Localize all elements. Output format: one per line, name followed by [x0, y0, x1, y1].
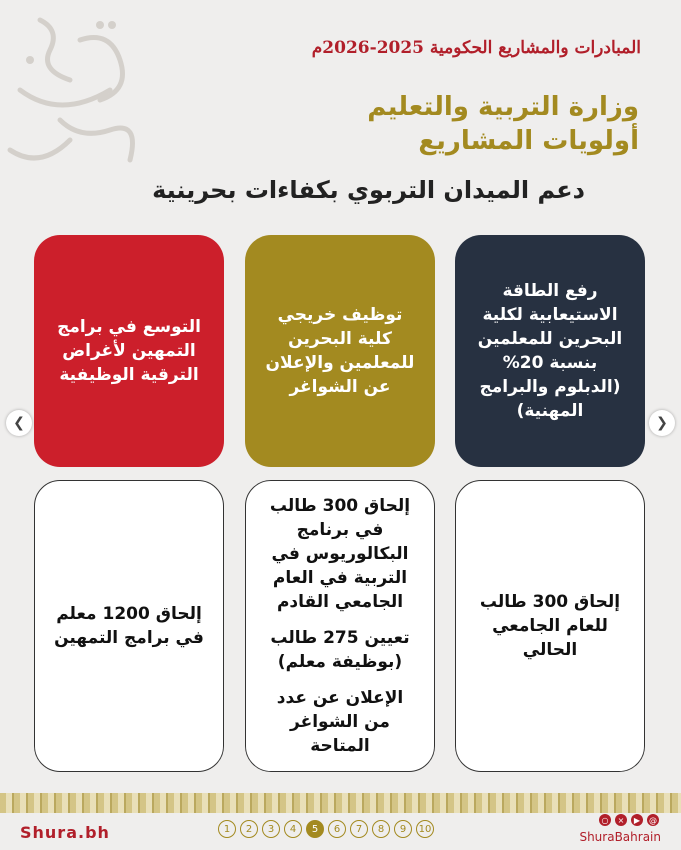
card-white-middle — [245, 480, 435, 772]
middle-text-2: تعيين 275 طالب (بوظيفة معلم) — [270, 628, 410, 672]
threads-icon[interactable]: @ — [649, 815, 657, 825]
youtube-icon[interactable]: ▶ — [631, 814, 643, 826]
card-gold-text: توظيف خريجي كلية البحرين للمعلمين والإعلان عن الشواغر — [265, 305, 415, 397]
card-gold — [245, 235, 435, 467]
middle-text-1: إلحاق 300 طالب في برنامج البكالوريوس في التربية في العام الجامعي القادم — [269, 496, 411, 612]
x-icon[interactable]: × — [615, 814, 627, 826]
chevron-right-icon: ❯ — [656, 415, 668, 431]
title-line-2: أولويات المشاريع — [418, 126, 639, 156]
calligraphy-decoration — [0, 0, 200, 200]
page-title — [367, 90, 639, 158]
social-icons — [599, 814, 659, 826]
card-navy — [455, 235, 645, 467]
header-top: المبادرات والمشاريع الحكومية 2025-2026م — [311, 38, 641, 58]
page-3[interactable]: 3 — [262, 820, 280, 838]
card-white-right — [455, 480, 645, 772]
page-8[interactable]: 8 — [372, 820, 390, 838]
card-white-right-text: إلحاق 300 طالب للعام الجامعي الحالي — [479, 592, 621, 660]
page-9[interactable]: 9 — [394, 820, 412, 838]
card-red-text: التوسع في برامج التمهين لأغراض الترقية الوظيفية — [57, 317, 201, 385]
instagram-icon[interactable]: ○ — [599, 814, 611, 826]
social-handle: ShuraBahrain — [579, 830, 661, 844]
page-1[interactable]: 1 — [218, 820, 236, 838]
card-navy-text: رفع الطاقة الاستيعابية لكلية البحرين للمعلمين بنسبة 20% (الدبلوم والبرامج المهنية) — [477, 281, 623, 421]
page-7[interactable]: 7 — [350, 820, 368, 838]
card-red — [34, 235, 224, 467]
ornament-band — [0, 793, 681, 813]
page-6[interactable]: 6 — [328, 820, 346, 838]
chevron-left-icon: ❮ — [13, 415, 25, 431]
pager — [218, 820, 434, 838]
subtitle: دعم الميدان التربوي بكفاءات بحرينية — [152, 176, 585, 204]
page-4[interactable]: 4 — [284, 820, 302, 838]
page-2[interactable]: 2 — [240, 820, 258, 838]
card-white-left — [34, 480, 224, 772]
page-10[interactable]: 10 — [416, 820, 434, 838]
site-link[interactable]: Shura.bh — [20, 823, 110, 842]
page-5[interactable]: 5 — [306, 820, 324, 838]
title-line-1: وزارة التربية والتعليم — [367, 92, 639, 122]
prev-arrow-button[interactable] — [6, 410, 32, 436]
next-arrow-button[interactable] — [649, 410, 675, 436]
card-white-left-text: إلحاق 1200 معلم في برامج التمهين — [54, 604, 204, 648]
middle-text-3: الإعلان عن عدد من الشواغر المتاحة — [276, 688, 404, 756]
